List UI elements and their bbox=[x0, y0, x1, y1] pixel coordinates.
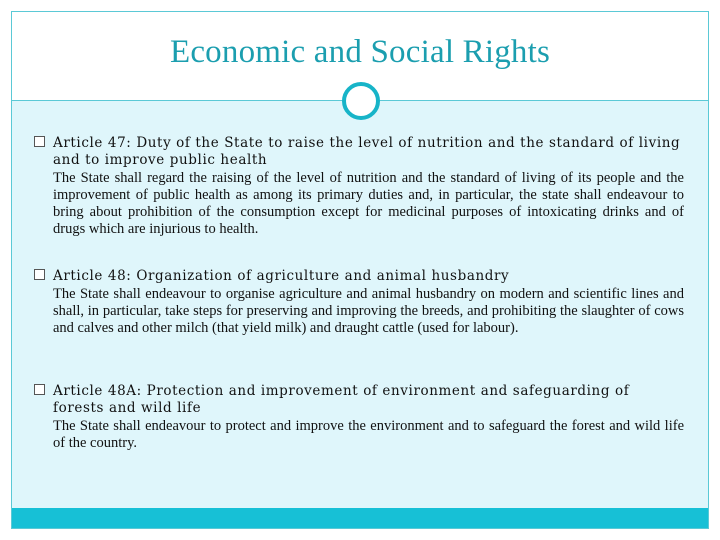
divider-line-right bbox=[380, 99, 525, 100]
slide bbox=[11, 11, 709, 529]
article-body: The State shall regard the raising of the level of nutrition and the standard of living of its people and the improvement of public health as among its primary duties and, in particular, the state shall endeavour to bring about prohibition of the consumption except for medicinal purposes of intoxicating drinks and of drugs which are injurious to health. bbox=[53, 170, 684, 237]
article-47 bbox=[34, 135, 684, 238]
article-48a bbox=[34, 383, 684, 452]
article-body: The State shall endeavour to protect and improve the environment and to safeguard the forest and wild life of the country. bbox=[53, 418, 684, 451]
square-bullet-icon bbox=[34, 269, 45, 280]
article-heading: Article 48A: Protection and improvement of environment and safeguarding of forests and wild life bbox=[53, 383, 630, 416]
square-bullet-icon bbox=[34, 384, 45, 395]
divider-line-left bbox=[172, 99, 342, 100]
circle-ornament-icon bbox=[342, 82, 380, 120]
article-body: The State shall endeavour to organise agriculture and animal husbandry on modern and scientific lines and shall, in particular, take steps for preserving and improving the breeds, and prohibiting the slaughter of cows and calves and other milch (that yield milk) and draught cattle (used for labour). bbox=[53, 286, 684, 336]
article-48 bbox=[34, 268, 684, 337]
square-bullet-icon bbox=[34, 136, 45, 147]
content-area bbox=[12, 100, 708, 511]
article-heading: Article 47: Duty of the State to raise the level of nutrition and the standard of living and to improve public health bbox=[53, 135, 681, 168]
article-heading: Article 48: Organization of agriculture and animal husbandry bbox=[53, 268, 510, 284]
bottom-accent-bar bbox=[12, 508, 708, 528]
slide-title: Economic and Social Rights bbox=[169, 34, 551, 70]
